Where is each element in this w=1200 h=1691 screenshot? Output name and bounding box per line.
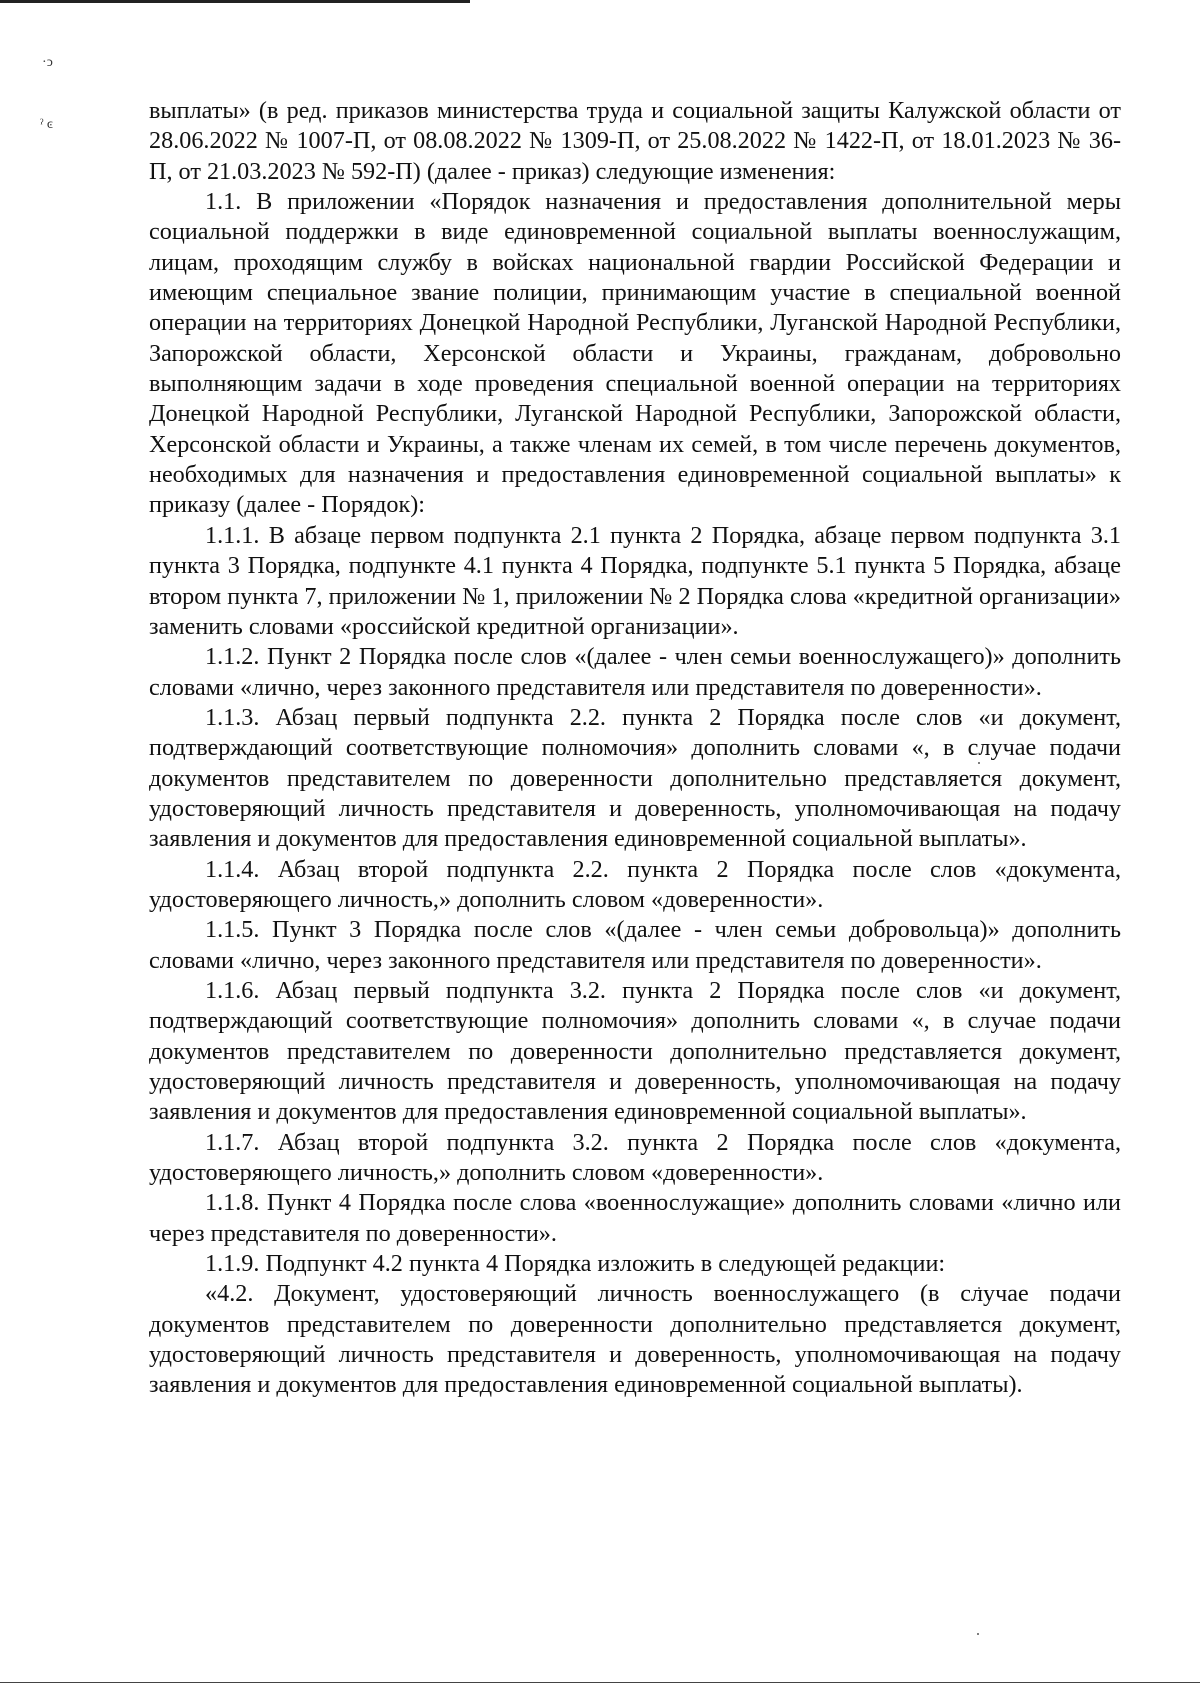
paragraph-1-1-5: 1.1.5. Пункт 3 Порядка после слов «(далее - член семьи добровольца)» дополнить словами «лично, через законного представителя или представителя по доверенности».: [149, 916, 1121, 974]
paragraph-1-1-8: 1.1.8. Пункт 4 Порядка после слова «военнослужащие» дополнить словами «лично или через представителя по доверенности».: [149, 1189, 1121, 1247]
paragraph-1-1-4: 1.1.4. Абзац второй подпункта 2.2. пункта 2 Порядка после слов «документа, удостоверяющего личность,» дополнить словом «доверенности».: [149, 855, 1121, 913]
paragraph-1-1: 1.1. В приложении «Порядок назначения и предоставления дополнительной меры социальной поддержки в виде единовременной социальной выплаты военнослужащим, лицам, проходящим службу в войсках национальной гвардии Российской Федерации и имеющим специальное звание полиции, принимающим участие в специальной военной операции на территориях Донецкой Народной Республики, Луганской Народной Республики, Запорожской области, Херсонской области и Украины, гражданам, добровольно выполняющим задачи в ходе проведения специальной военной операции на территориях Донецкой Народной Республики, Луганской Народной Республики, Запорожской области, Херсонской области и Украины, а также членам их семей, в том числе перечень документов, необходимых для назначения и предоставления единовременной социальной выплаты» к приказу (далее - Порядок):: [149, 188, 1121, 519]
scan-speck: [977, 1633, 979, 1635]
paragraph-1-1-3: 1.1.3. Абзац первый подпункта 2.2. пункта 2 Порядка после слов «и документ, подтверждающий соответствующие полномочия» дополнить словами «, в случае подачи документов представителем по доверенности дополнительно представляется документ, удостоверяющий личность представителя и доверенность, уполномочивающая на подачу заявления и документов для предоставления единовременной социальной выплаты».: [149, 703, 1121, 853]
margin-mark: ·ͻ: [42, 55, 53, 70]
scan-edge-top: [0, 0, 470, 3]
scan-edge-bottom: [0, 1682, 1200, 1683]
paragraph-1-1-2: 1.1.2. Пункт 2 Порядка после слов «(далее - член семьи военнослужащего)» дополнить словами «лично, через законного представителя или представителя по доверенности».: [149, 643, 1121, 701]
paragraph-4-2-quote: «4.2. Документ, удостоверяющий личность военнослужащего (в случае подачи документов представителем по доверенности дополнительно представляется документ, удостоверяющий личность представителя и доверенность, уполномочивающая на подачу заявления и документов для предоставления единовременной социальной выплаты).: [149, 1280, 1121, 1399]
paragraph-continuation: выплаты» (в ред. приказов министерства труда и социальной защиты Калужской области от 28.06.2022 № 1007-П, от 08.08.2022 № 1309-П, от 25.08.2022 № 1422-П, от 18.01.2023 № 36-П, от 21.03.2023 № 592-П) (далее - приказ) следующие изменения:: [149, 97, 1121, 185]
paragraph-1-1-9: 1.1.9. Подпункт 4.2 пункта 4 Порядка изложить в следующей редакции:: [205, 1250, 946, 1278]
margin-mark: ˀ ͼ: [40, 117, 54, 132]
document-body: [149, 96, 1121, 1401]
paragraph-1-1-6: 1.1.6. Абзац первый подпункта 3.2. пункта 2 Порядка после слов «и документ, подтверждающий соответствующие полномочия» дополнить словами «, в случае подачи документов представителем по доверенности дополнительно представляется документ, удостоверяющий личность представителя и доверенность, уполномочивающая на подачу заявления и документов для предоставления единовременной социальной выплаты».: [149, 976, 1121, 1126]
paragraph-1-1-7: 1.1.7. Абзац второй подпункта 3.2. пункта 2 Порядка после слов «документа, удостоверяющего личность,» дополнить словом «доверенности».: [149, 1128, 1121, 1187]
paragraph-1-1-1: 1.1.1. В абзаце первом подпункта 2.1 пункта 2 Порядка, абзаце первом подпункта 3.1 пункта 3 Порядка, подпункте 4.1 пункта 4 Порядка, подпункте 5.1 пункта 5 Порядка, абзаце втором пункта 7, приложении № 1, приложении № 2 Порядка слова «кредитной организации» заменить словами «российской кредитной организации».: [149, 521, 1121, 640]
